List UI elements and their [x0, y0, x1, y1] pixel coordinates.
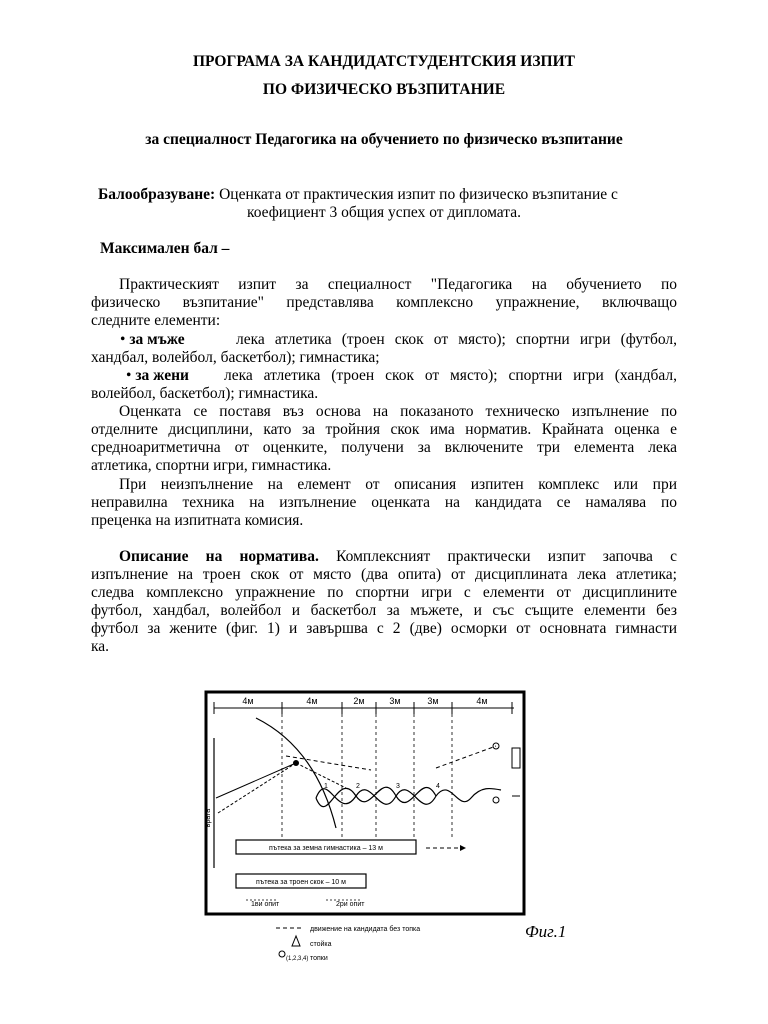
men-text: лека атлетика (троен скок от място); спортни игри (футбол,: [236, 331, 677, 348]
grading-text-line2: коефициент 3 общия успех от дипломата.: [247, 204, 521, 221]
pass-line: [216, 763, 296, 798]
men-text-cont: хандбал, волейбол, баскетбол); гимнастика;: [91, 349, 380, 366]
norm-label: Описание на норматива.: [119, 548, 319, 565]
cone-label: 1: [324, 783, 328, 790]
grading-text: Оценката от практическия изпит по физическо възпитание с: [219, 186, 618, 203]
legend-move-label: движение на кандидата без топка: [310, 926, 421, 933]
paragraph-line: преценка на изпитната комисия.: [91, 512, 304, 529]
arrow-icon: [460, 845, 466, 851]
paragraph-line: изпълнение на троен скок от място (два опита) от дисциплината лека атлетика;: [91, 566, 677, 583]
legend-stand-label: стойка: [310, 941, 332, 948]
field-frame: [206, 692, 524, 914]
dim-label: 4м: [242, 696, 254, 706]
pass-line: [436, 746, 496, 768]
goal-label: врата: [205, 808, 212, 828]
cone-label: 2: [356, 783, 360, 790]
ball-icon: [279, 951, 285, 957]
paragraph-line: ка.: [91, 638, 110, 655]
women-text-cont: волейбол, баскетбол); гимнастика.: [91, 385, 319, 402]
cone-label: 3: [396, 783, 400, 790]
attempt-2-label: 2ри опит: [336, 901, 365, 908]
paragraph-line: Оценката се поставя въз основа на показаното техническо изпълнение по: [119, 403, 677, 420]
mat-gymnastics-label: пътека за земна гимнастика – 13 м: [269, 845, 383, 852]
paragraph-line: отделните дисциплини, като за тройния скок има норматив. Крайната оценка е: [91, 421, 677, 438]
attempt-1-label: 1ви опит: [251, 901, 280, 908]
arc-line: [256, 718, 336, 828]
legend-balls-idx: (1,2,3,4): [286, 956, 309, 962]
guide-lines: [282, 714, 452, 838]
grading-label: Балообразуване:: [98, 186, 216, 203]
dim-label: 4м: [476, 696, 488, 706]
women-text: лека атлетика (троен скок от място); спортни игри (хандбал,: [224, 367, 677, 384]
legend-balls-label: топки: [310, 955, 328, 962]
paragraph-line: футбол за жените (фиг. 1) и завършва с 2 (две) осморки от основната гимнасти: [91, 620, 677, 637]
bullet-icon: •: [120, 331, 126, 348]
figure-1: [196, 688, 576, 978]
paragraph-line: атлетика, спортни игри, гимнастика.: [91, 457, 332, 474]
grading-line: [98, 186, 684, 204]
bullet-icon: •: [126, 367, 132, 384]
slalom-path: [316, 788, 501, 804]
pass-line: [218, 763, 296, 813]
dim-label: 3м: [427, 696, 439, 706]
dim-label: 2м: [353, 696, 365, 706]
norm-first-line: [119, 548, 677, 566]
women-label: за жени: [135, 367, 189, 384]
page-title-line1: ПРОГРАМА ЗА КАНДИДАТСТУДЕНТСКИЯ ИЗПИТ: [192, 53, 575, 70]
paragraph-line: средноаритметична от оценките, получени за включените три елемента лека: [91, 439, 677, 456]
stand-mark: [512, 748, 520, 768]
paragraph-line: физическо възпитание" представлява комплексно упражнение, включващо: [91, 294, 677, 311]
mat-jump-label: пътека за троен скок – 10 м: [256, 879, 346, 886]
page-subtitle: за специалност Педагогика на обучението по физическо възпитание: [145, 131, 623, 148]
paragraph-line: При неизпълнение на елемент от описания изпитен комплекс или при: [119, 476, 677, 493]
max-score-label: Максимален бал –: [100, 240, 230, 257]
right-marks: [493, 743, 520, 803]
figure-diagram: [196, 688, 576, 978]
pass-line: [296, 763, 346, 788]
dim-label: 4м: [306, 696, 318, 706]
paragraph-line: следва комплексно упражнение по спортни игри с елементи от дисциплините: [91, 584, 677, 601]
paragraph-line: неправилна техника на изпълнение оценката на кандидата се намалява по: [91, 494, 677, 511]
paragraph-line: следните елементи:: [91, 312, 221, 329]
figure-caption: Фиг.1: [525, 922, 567, 941]
ball-point: [293, 760, 299, 766]
paragraph-line: Практическият изпит за специалност "Педагогика на обучението по: [119, 276, 677, 293]
page-title-line2: ПО ФИЗИЧЕСКО ВЪЗПИТАНИЕ: [262, 81, 506, 98]
cone-label: 4: [436, 783, 440, 790]
stand-icon: [292, 936, 300, 946]
norm-text: Комплексният практически изпит започва с: [336, 548, 677, 565]
paragraph-line: футбол, хандбал, волейбол и баскетбол за мъжете, и със същите елементи без: [91, 602, 677, 619]
dim-label: 3м: [389, 696, 401, 706]
men-label: за мъже: [129, 331, 185, 348]
